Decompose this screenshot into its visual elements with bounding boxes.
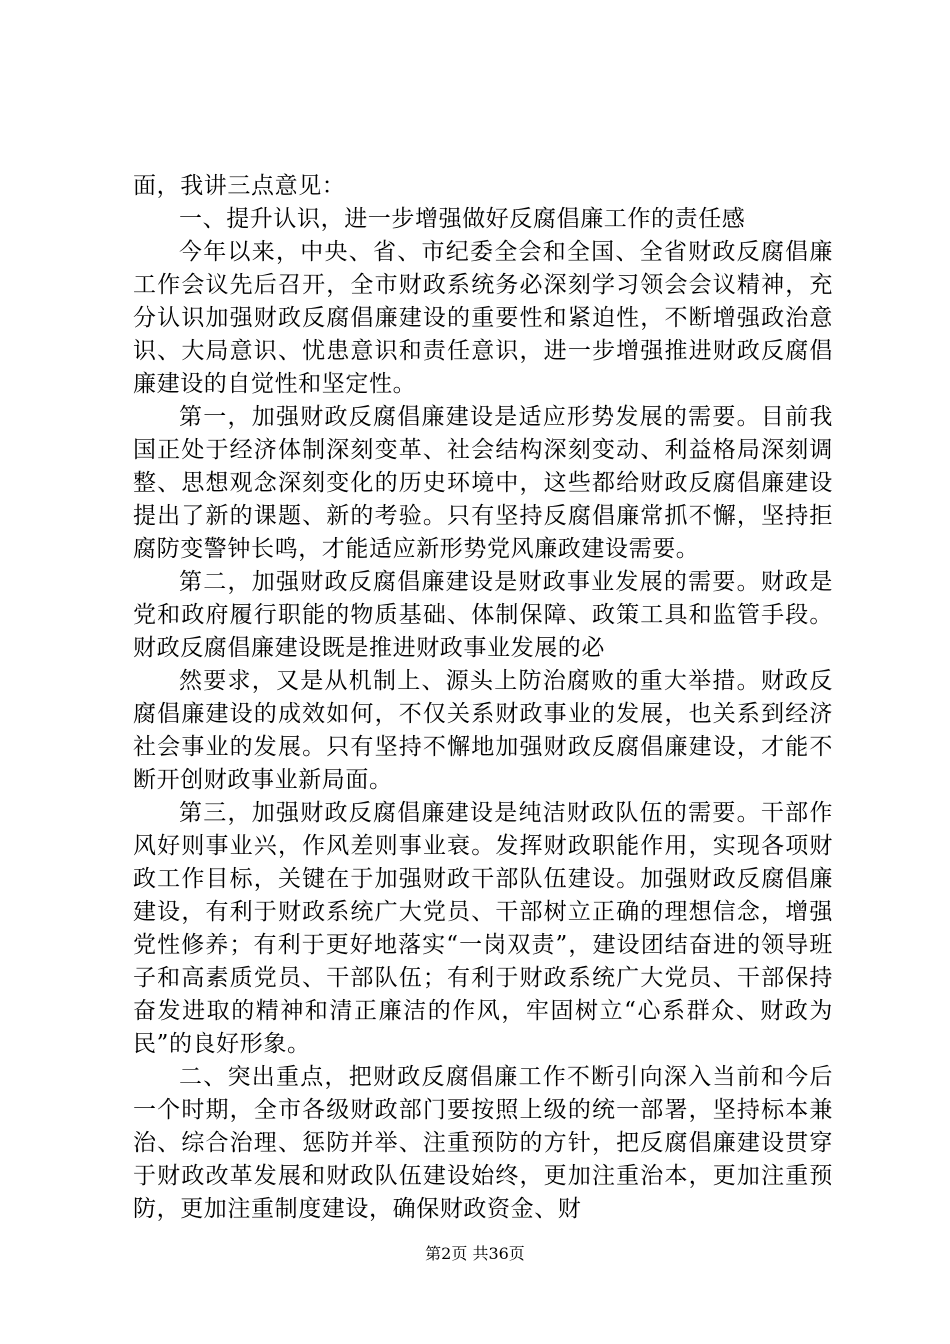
- paragraph-2: 今年以来，中央、省、市纪委全会和全国、全省财政反腐倡廉工作会议先后召开，全市财政系统务必深刻学习领会会议精神，充分认识加强财政反腐倡廉建设的重要性和紧迫性，不断增强政治意识、大局意识、忧患意识和责任意识，进一步增强推进财政反腐倡廉建设的自觉性和坚定性。: [133, 239, 833, 397]
- paragraph-4: 第二，加强财政反腐倡廉建设是财政事业发展的需要。财政是党和政府履行职能的物质基础、体制保障、政策工具和监管手段。财政反腐倡廉建设既是推进财政事业发展的必: [133, 569, 833, 661]
- heading-section-2: 二、突出重点，把财政反腐倡廉工作不断引向深入当前和今后一个时期，全市各级财政部门要按照上级的统一部署，坚持标本兼治、综合治理、惩防并举、注重预防的方针，把反腐倡廉建设贯穿于财政改革发展和财政队伍建设始终，更加注重治本，更加注重预防，更加注重制度建设，确保财政资金、财: [133, 1064, 833, 1222]
- page-number: 第2页 共36页: [425, 1244, 525, 1263]
- paragraph-6: 第三，加强财政反腐倡廉建设是纯洁财政队伍的需要。干部作风好则事业兴，作风差则事业衰。发挥财政职能作用，实现各项财政工作目标，关键在于加强财政干部队伍建设。加强财政反腐倡廉建设，有利于财政系统广大党员、干部树立正确的理想信念，增强党性修养；有利于更好地落实“一岗双责”，建设团结奋进的领导班子和高素质党员、干部队伍；有利于财政系统广大党员、干部保持奋发进取的精神和清正廉洁的作风，牢固树立“心系群众、财政为民”的良好形象。: [133, 800, 833, 1057]
- document-body: [133, 170, 833, 1226]
- paragraph-0: 面，我讲三点意见：: [133, 173, 346, 199]
- page-footer: [0, 1244, 950, 1264]
- paragraph-3: 第一，加强财政反腐倡廉建设是适应形势发展的需要。目前我国正处于经济体制深刻变革、社会结构深刻变动、利益格局深刻调整、思想观念深刻变化的历史环境中，这些都给财政反腐倡廉建设提出了新的课题、新的考验。只有坚持反腐倡廉常抓不懈，坚持拒腐防变警钟长鸣，才能适应新形势党风廉政建设需要。: [133, 404, 833, 562]
- heading-section-1: 一、提升认识，进一步增强做好反腐倡廉工作的责任感: [179, 206, 746, 232]
- paragraph-5: 然要求，又是从机制上、源头上防治腐败的重大举措。财政反腐倡廉建设的成效如何，不仅关系财政事业的发展，也关系到经济社会事业的发展。只有坚持不懈地加强财政反腐倡廉建设，才能不断开创财政事业新局面。: [133, 668, 833, 793]
